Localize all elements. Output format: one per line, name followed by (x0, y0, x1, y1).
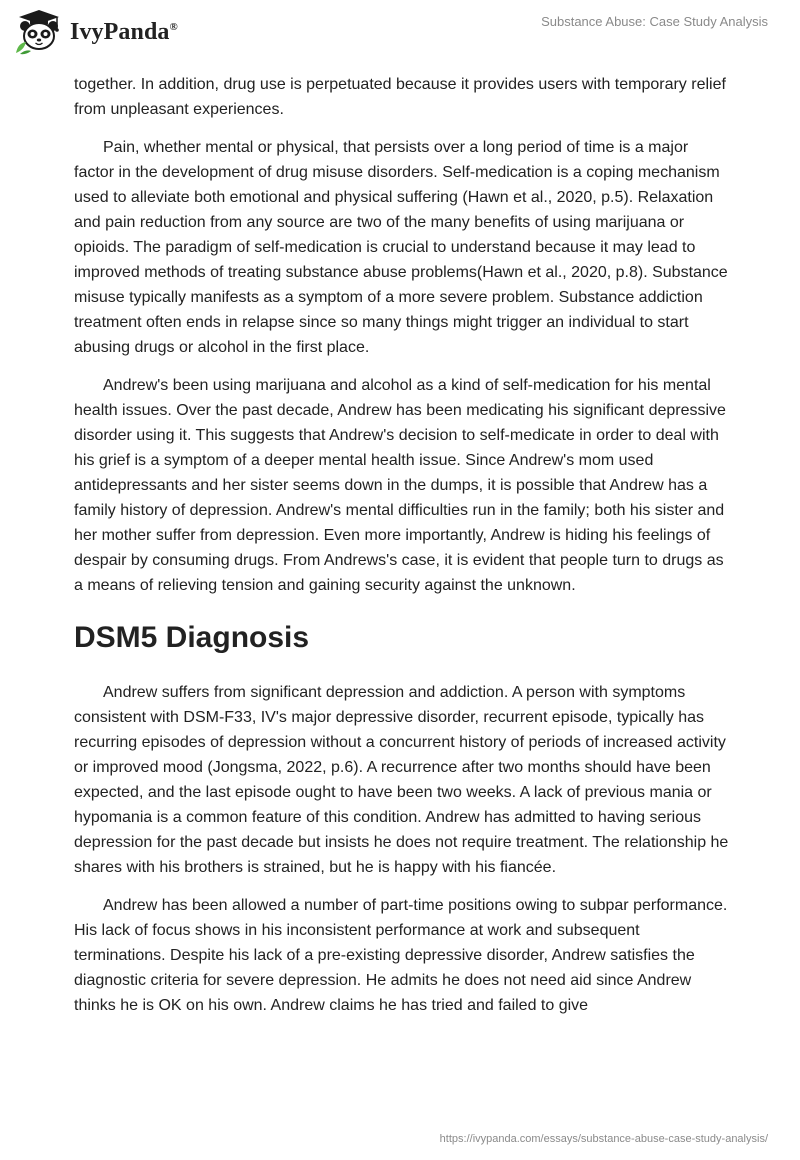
paragraph-andrew-history: Andrew's been using marijuana and alcohol as a kind of self-medication for his mental health issues. Over the past decade, Andrew has been medicating his significant depressive disorder using it. This suggests that Andrew's decision to self-medicate in order to deal with his grief is a symptom of a deeper mental health issue. Since Andrew's mom used antidepressants and her sister seems down in the dumps, it is possible that Andrew has a family history of depression. Andrew's mental difficulties run in the family; both his sister and her mother suffer from depression. Even more importantly, Andrew is hiding his feelings of despair by consuming drugs. From Andrews's case, it is evident that people turn to drugs as a means of relieving tension and gaining security against the unknown. (74, 377, 726, 594)
brand-name-text: IvyPanda (70, 18, 170, 45)
brand-name (70, 19, 178, 46)
page-header (0, 0, 800, 64)
ivypanda-logo[interactable] (14, 9, 178, 55)
paragraph-continuation: together. In addition, drug use is perpetuated because it provides users with temporary relief from unpleasant experiences. (74, 76, 726, 118)
source-url[interactable]: https://ivypanda.com/essays/substance-abuse-case-study-analysis/ (439, 1133, 768, 1145)
section-heading-dsm5: DSM5 Diagnosis (74, 621, 310, 654)
paragraph-employment: Andrew has been allowed a number of part-time positions owing to subpar performance. His lack of focus shows in his inconsistent performance at work and subsequent terminations. Despite his lack of a pre-existing depressive disorder, Andrew satisfies the diagnostic criteria for severe depression. He admits he does not need aid since Andrew thinks he is OK on his own. Andrew claims he has tried and failed to give (74, 897, 728, 1014)
paragraph-self-medication: Pain, whether mental or physical, that persists over a long period of time is a major factor in the development of drug misuse disorders. Self-medication is a coping mechanism used to alleviate both emotional and physical suffering (Hawn et al., 2020, p.5). Relaxation and pain reduction from any source are two of the many benefits of using marijuana or opioids. The paradigm of self-medication is crucial to understand because it may lead to improved methods of treating substance abuse problems(Hawn et al., 2020, p.8). Substance misuse typically manifests as a symptom of a more severe problem. Substance addiction treatment often ends in relapse since so many things might trigger an individual to start abusing drugs or alcohol in the first place. (74, 139, 728, 356)
document-title: Substance Abuse: Case Study Analysis (541, 14, 768, 29)
paragraph-diagnosis: Andrew suffers from significant depression and addiction. A person with symptoms consistent with DSM-F33, IV's major depressive disorder, recurrent episode, typically has recurring episodes of depression without a concurrent history of periods of increased activity or improved mood (Jongsma, 2022, p.6). A recurrence after two months should have been expected, and the last episode ought to have been two weeks. A lack of previous mania or hypomania is a common feature of this condition. Andrew has admitted to having serious depression for the past decade but insists he does not require treatment. The relationship he shares with his brothers is strained, but he is happy with his fiancée. (74, 684, 729, 876)
registered-mark: ® (169, 20, 178, 33)
panda-mascot-icon (14, 9, 64, 55)
essay-content (74, 72, 730, 1018)
